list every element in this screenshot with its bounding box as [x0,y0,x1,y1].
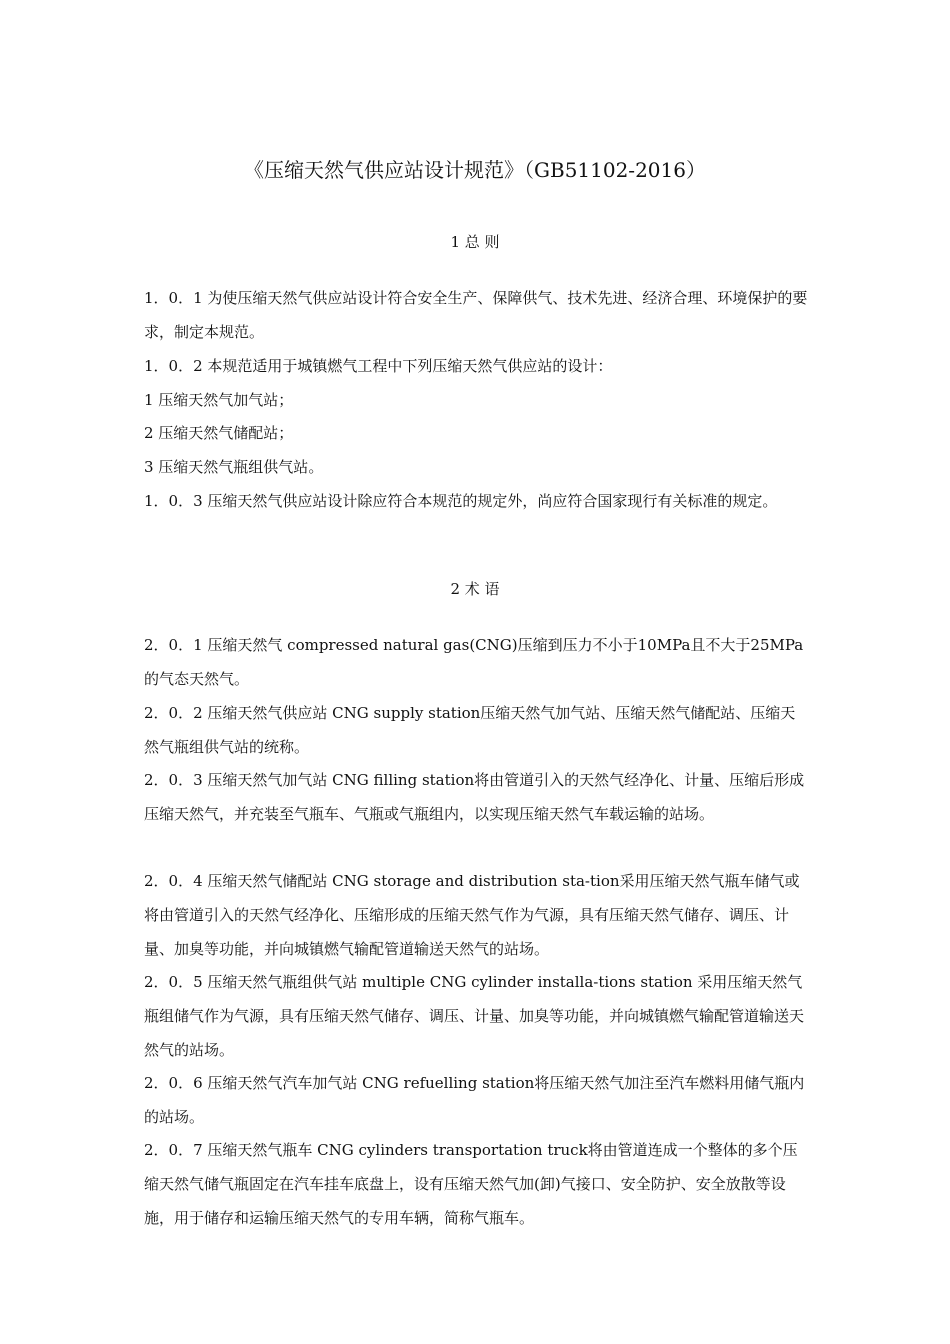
section-heading-terms: 2 术 语 [450,580,500,598]
section-heading-general: 1 总 则 [450,233,500,251]
clause-2-0-7: 2．0．7 压缩天然气瓶车 CNG cylinders transportation truck将由管道连成一个整体的多个压缩天然气储气瓶固定在汽车挂车底盘上，设有压缩天然气加(卸)气接口、安全防护、安全放散等设施，用于储存和运输压缩天然气的专用车辆，简称气瓶车。 [144,1141,798,1227]
document-title: 《压缩天然气供应站设计规范》（GB51102-2016） [244,158,706,182]
clause-1-0-1: 1．0．1 为使压缩天然气供应站设计符合安全生产、保障供气、技术先进、经济合理、环境保护的要求，制定本规范。 [144,289,808,341]
list-item-2: 2 压缩天然气储配站； [144,424,294,442]
clause-2-0-2: 2．0．2 压缩天然气供应站 CNG supply station压缩天然气加气站、压缩天然气储配站、压缩天然气瓶组供气站的统称。 [144,704,796,756]
clause-2-0-4: 2．0．4 压缩天然气储配站 CNG storage and distribution sta-tion采用压缩天然气瓶车储气或将由管道引入的天然气经净化、压缩形成的压缩天然气作为气源，具有压缩天然气储存、调压、计量、加臭等功能，并向城镇燃气输配管道输送天然气的站场。 [144,872,800,958]
list-item-1: 1 压缩天然气加气站； [144,391,294,409]
clause-1-0-2: 1．0．2 本规范适用于城镇燃气工程中下列压缩天然气供应站的设计： [144,357,613,375]
clause-2-0-3: 2．0．3 压缩天然气加气站 CNG filling station将由管道引入的天然气经净化、计量、压缩后形成压缩天然气，并充装至气瓶车、气瓶或气瓶组内，以实现压缩天然气车载运输的站场。 [144,771,805,823]
list-item-3: 3 压缩天然气瓶组供气站。 [144,458,324,476]
clause-2-0-6: 2．0．6 压缩天然气汽车加气站 CNG refuelling station将压缩天然气加注至汽车燃料用储气瓶内的站场。 [144,1074,805,1126]
clause-1-0-3: 1．0．3 压缩天然气供应站设计除应符合本规范的规定外，尚应符合国家现行有关标准的规定。 [144,492,778,510]
clause-2-0-1: 2．0．1 压缩天然气 compressed natural gas(CNG)压缩到压力不小于10MPa且不大于25MPa的气态天然气。 [144,636,804,688]
clause-2-0-5: 2．0．5 压缩天然气瓶组供气站 multiple CNG cylinder installa-tions station 采用压缩天然气瓶组储气作为气源，具有压缩天然气储存、调压、计量、加臭等功能，并向城镇燃气输配管道输送天然气的站场。 [144,973,805,1059]
